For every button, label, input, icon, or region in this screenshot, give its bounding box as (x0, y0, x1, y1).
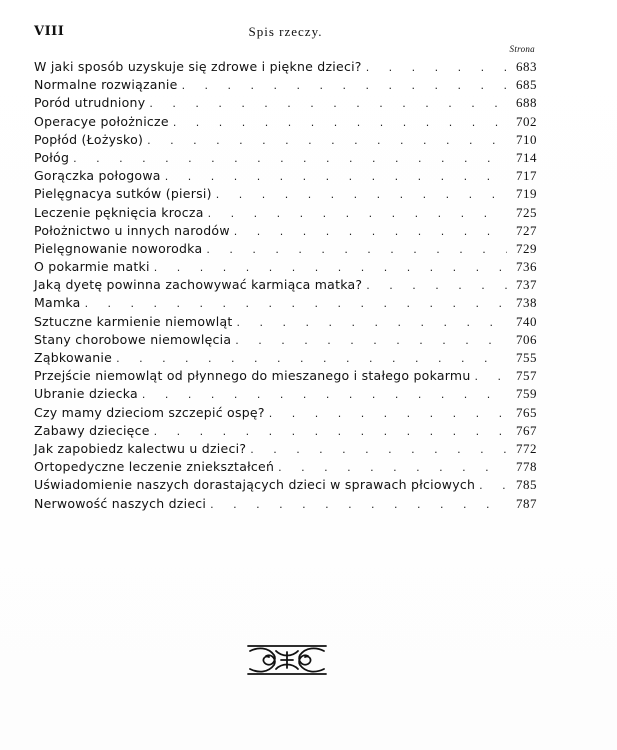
toc-entry (34, 276, 537, 294)
dot-leader (204, 205, 507, 223)
toc-entry-page: 740 (516, 313, 537, 329)
dot-leader (362, 59, 507, 77)
toc-entry-page: 688 (516, 95, 537, 111)
page-number: VIII (34, 24, 65, 39)
toc-entry-title: Gorączka połogowa (34, 168, 161, 184)
toc-entry-title: Zabawy dziecięce (34, 422, 150, 438)
toc-entry-page: 719 (516, 186, 537, 202)
toc-entry-page: 785 (516, 477, 537, 493)
dot-leader (233, 314, 507, 332)
dot-leader (138, 386, 507, 404)
toc-entry-page: 767 (516, 422, 537, 438)
toc-entry-title: Mamka (34, 295, 81, 311)
dot-leader (475, 477, 507, 495)
running-title: Spis rzeczy. (248, 24, 323, 39)
toc-entry (34, 58, 537, 76)
toc-entry (34, 204, 537, 222)
toc-entry-title: Nerwowość naszych dzieci (34, 495, 207, 511)
dot-leader (202, 241, 507, 259)
toc-entry-title: O pokarmie matki (34, 259, 150, 275)
toc-entry (34, 240, 537, 258)
toc-entry-title: Popłód (Łożysko) (34, 131, 144, 147)
toc-entry (34, 149, 537, 167)
page-column-heading: Strona (509, 44, 535, 54)
table-of-contents (34, 58, 537, 513)
toc-entry-page: 706 (516, 331, 537, 347)
dot-leader (81, 295, 507, 313)
toc-entry-page: 717 (516, 168, 537, 184)
toc-entry (34, 167, 537, 185)
toc-entry-page: 757 (516, 368, 537, 384)
toc-entry-page: 736 (516, 259, 537, 275)
toc-entry (34, 458, 537, 476)
toc-entry-page: 787 (516, 495, 537, 511)
toc-entry-page: 729 (516, 240, 537, 256)
toc-entry (34, 185, 537, 203)
dot-leader (143, 132, 507, 150)
toc-entry-page: 759 (516, 386, 537, 402)
toc-entry-page: 685 (516, 77, 537, 93)
toc-entry (34, 76, 537, 94)
dot-leader (161, 168, 507, 186)
toc-entry-title: Ubranie dziecka (34, 386, 138, 402)
toc-entry (34, 367, 537, 385)
toc-entry-page: 738 (516, 295, 537, 311)
dot-leader (230, 223, 507, 241)
toc-entry-page: 727 (516, 222, 537, 238)
toc-entry (34, 331, 537, 349)
toc-entry (34, 222, 537, 240)
toc-entry-page: 778 (516, 459, 537, 475)
toc-entry-title: Operacye położnicze (34, 113, 169, 129)
dot-leader (265, 405, 507, 423)
toc-entry-title: Pielęgnowanie noworodka (34, 240, 203, 256)
toc-entry-page: 725 (516, 204, 537, 220)
toc-entry (34, 349, 537, 367)
toc-entry-title: Przejście niemowląt od płynnego do mieszanego i stałego pokarmu (34, 368, 471, 384)
dot-leader (206, 496, 507, 514)
dot-leader (246, 441, 507, 459)
toc-entry-title: Uświadomienie naszych dorastających dzieci w sprawach płciowych (34, 477, 476, 493)
toc-entry (34, 313, 537, 331)
toc-entry (34, 476, 537, 494)
toc-entry-title: Ząbkowanie (34, 350, 113, 365)
dot-leader (145, 95, 507, 113)
toc-entry-page: 683 (516, 59, 537, 74)
toc-entry-page: 710 (516, 131, 537, 147)
dot-leader (112, 350, 507, 368)
dot-leader (150, 423, 507, 441)
dot-leader (231, 332, 507, 350)
toc-entry (34, 385, 537, 403)
toc-entry-title: Pielęgnacya sutków (piersi) (34, 186, 212, 202)
dot-leader (69, 150, 507, 168)
toc-entry-title: W jaki sposób uzyskuje się zdrowe i piękne dzieci? (34, 59, 362, 74)
dot-leader (274, 459, 507, 477)
toc-entry-page: 702 (516, 113, 537, 129)
toc-entry (34, 422, 537, 440)
toc-entry-title: Poród utrudniony (34, 95, 146, 111)
dot-leader (178, 77, 507, 95)
toc-entry-title: Położnictwo u innych narodów (34, 222, 230, 238)
toc-entry-title: Czy mamy dzieciom szczepić ospę? (34, 404, 265, 420)
dot-leader (150, 259, 507, 277)
toc-entry-title: Jak zapobiedz kalectwu u dzieci? (34, 440, 247, 456)
toc-entry (34, 495, 537, 513)
art-nouveau-vignette-icon (246, 643, 328, 677)
page-header (34, 24, 537, 42)
toc-entry-title: Ortopedyczne leczenie zniekształceń (34, 459, 275, 475)
toc-entry (34, 113, 537, 131)
dot-leader (212, 186, 507, 204)
toc-entry (34, 294, 537, 312)
toc-entry-page: 755 (516, 350, 537, 365)
toc-entry (34, 404, 537, 422)
dot-leader (169, 114, 507, 132)
dot-leader (362, 277, 507, 295)
toc-entry-title: Jaką dyetę powinna zachowywać karmiąca matka? (34, 277, 363, 293)
toc-entry-page: 772 (516, 440, 537, 456)
toc-entry-page: 714 (516, 149, 537, 165)
toc-entry (34, 94, 537, 112)
toc-entry-title: Leczenie pęknięcia krocza (34, 204, 204, 220)
toc-entry-title: Stany chorobowe niemowlęcia (34, 331, 232, 347)
dot-leader (471, 368, 507, 386)
toc-entry (34, 131, 537, 149)
toc-entry-title: Normalne rozwiązanie (34, 77, 178, 93)
toc-entry-page: 737 (516, 277, 537, 293)
toc-entry (34, 440, 537, 458)
toc-entry (34, 258, 537, 276)
toc-entry-title: Połóg (34, 149, 70, 165)
toc-entry-title: Sztuczne karmienie niemowląt (34, 313, 233, 329)
toc-entry-page: 765 (516, 404, 537, 420)
